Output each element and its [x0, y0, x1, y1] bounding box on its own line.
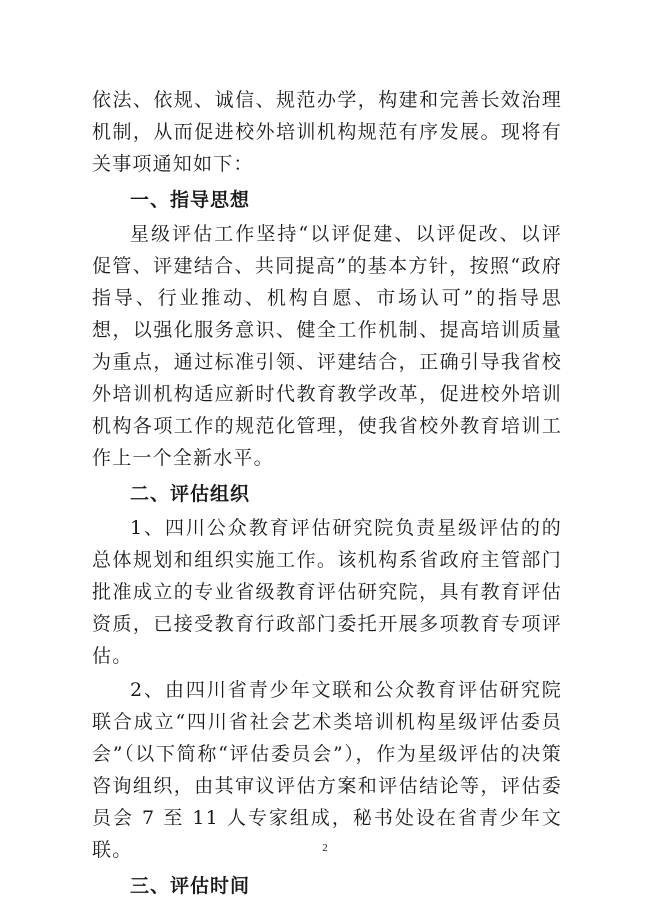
section-heading-evaluation-organization: 二、评估组织	[130, 483, 251, 505]
paragraph-organization-item-2: 2、由四川省青少年文联和公众教育评估研究院联合成立“四川省社会艺术类培训机构星级评估委员会”（以下简称“评估委员会”），作为星级评估的决策咨询组织，由其审议评估方案和评估结论等，评估委员会 7 至 11 人专家组成，秘书处设在省青少年文联。	[92, 679, 562, 861]
page-number: 2	[322, 842, 328, 854]
section-heading-evaluation-time: 三、评估时间	[130, 875, 251, 897]
section-heading-guiding-ideology: 一、指导思想	[130, 189, 251, 211]
opening-paragraph: 依法、依规、诚信、规范办学，构建和完善长效治理机制，从而促进校外培训机构规范有序发展。现将有关事项通知如下：	[92, 89, 562, 175]
paragraph-guiding-ideology: 星级评估工作坚持“以评促建、以评促改、以评促管、评建结合、共同提高”的基本方针，按照“政府指导、行业推动、机构自愿、市场认可”的指导思想，以强化服务意识、健全工作机制、提高培训质量为重点，通过标准引领、评建结合，正确引导我省校外培训机构适应新时代教育教学改革，促进校外培训机构各项工作的规范化管理，使我省校外教育培训工作上一个全新水平。	[92, 223, 562, 469]
document-body	[92, 84, 562, 904]
paragraph-organization-item-1: 1、四川公众教育评估研究院负责星级评估的的总体规划和组织实施工作。该机构系省政府主管部门批准成立的专业省级教育评估研究院，具有教育评估资质，已接受教育行政部门委托开展多项教育专项评估。	[92, 517, 562, 667]
